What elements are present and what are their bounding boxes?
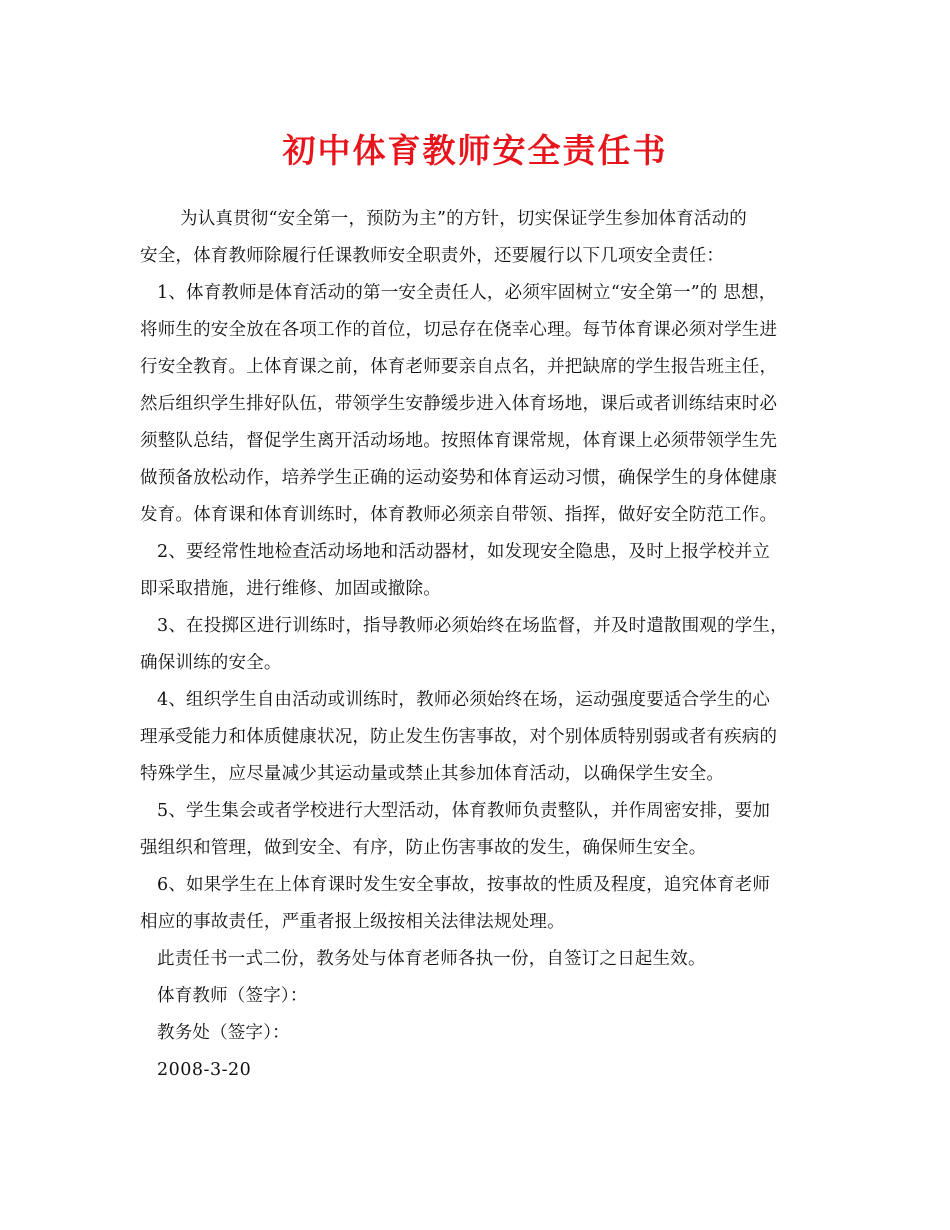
clause-3-line-2: 确保训练的安全。: [140, 653, 282, 673]
clause-3-line-1: 3、在投掷区进行训练时，指导教师必须始终在场监督，并及时遣散围观的学生，: [157, 616, 788, 636]
clause-1-line-5: 须整队总结，督促学生离开活动场地。按照体育课常规，体育课上必须带领学生先: [140, 431, 778, 451]
closing-statement: 此责任书一式二份，教务处与体育老师各执一份，自签订之日起生效。: [157, 949, 706, 969]
clause-4-line-1: 4、组织学生自由活动或训练时，教师必须始终在场，运动强度要适合学生的心: [157, 690, 771, 710]
document-body: [140, 201, 830, 1089]
document-title: 初中体育教师安全责任书: [282, 131, 668, 170]
document-date: 2008-3-20: [157, 1060, 252, 1080]
clause-1-line-2: 将师生的安全放在各项工作的首位，切忌存在侥幸心理。每节体育课必须对学生进: [140, 320, 778, 340]
clause-1-line-7: 发育。体育课和体育训练时，体育教师必须亲自带领、指挥，做好安全防范工作。: [140, 505, 778, 525]
clause-1-line-4: 然后组织学生排好队伍，带领学生安静缓步进入体育场地，课后或者训练结束时必: [140, 394, 778, 414]
clause-2-line-2: 即采取措施，进行维修、加固或撤除。: [140, 579, 441, 599]
intro-line-1: 为认真贯彻“安全第一，预防为主”的方针，切实保证学生参加体育活动的: [180, 209, 747, 229]
clause-2-line-1: 2、要经常性地检查活动场地和活动器材，如发现安全隐患，及时上报学校并立: [157, 542, 771, 562]
clause-5-line-2: 强组织和管理，做到安全、有序，防止伤害事故的发生，确保师生安全。: [140, 838, 707, 858]
clause-1-line-1: 1、体育教师是体育活动的第一安全责任人，必须牢固树立“安全第一”的 思想，: [157, 283, 777, 303]
clause-4-line-3: 特殊学生，应尽量减少其运动量或禁止其参加体育活动，以确保学生安全。: [140, 764, 725, 784]
clause-6-line-1: 6、如果学生在上体育课时发生安全事故，按事故的性质及程度，追究体育老师: [157, 875, 771, 895]
clause-1-line-3: 行安全教育。上体育课之前，体育老师要亲自点名，并把缺席的学生报告班主任，: [140, 357, 778, 377]
clause-1-line-6: 做预备放松动作，培养学生正确的运动姿势和体育运动习惯，确保学生的身体健康: [140, 468, 778, 488]
clause-4-line-2: 理承受能力和体质健康状况，防止发生伤害事故，对个别体质特别弱或者有疾病的: [140, 727, 778, 747]
intro-line-2: 安全，体育教师除履行任课教师安全职责外，还要履行以下几项安全责任：: [140, 246, 725, 266]
clause-6-line-2: 相应的事故责任，严重者报上级按相关法律法规处理。: [140, 912, 565, 932]
clause-5-line-1: 5、学生集会或者学校进行大型活动，体育教师负责整队，并作周密安排，要加: [157, 801, 771, 821]
pe-teacher-signature-label: 体育教师（签字）：: [157, 986, 308, 1006]
academic-office-signature-label: 教务处（签字）：: [157, 1023, 290, 1043]
